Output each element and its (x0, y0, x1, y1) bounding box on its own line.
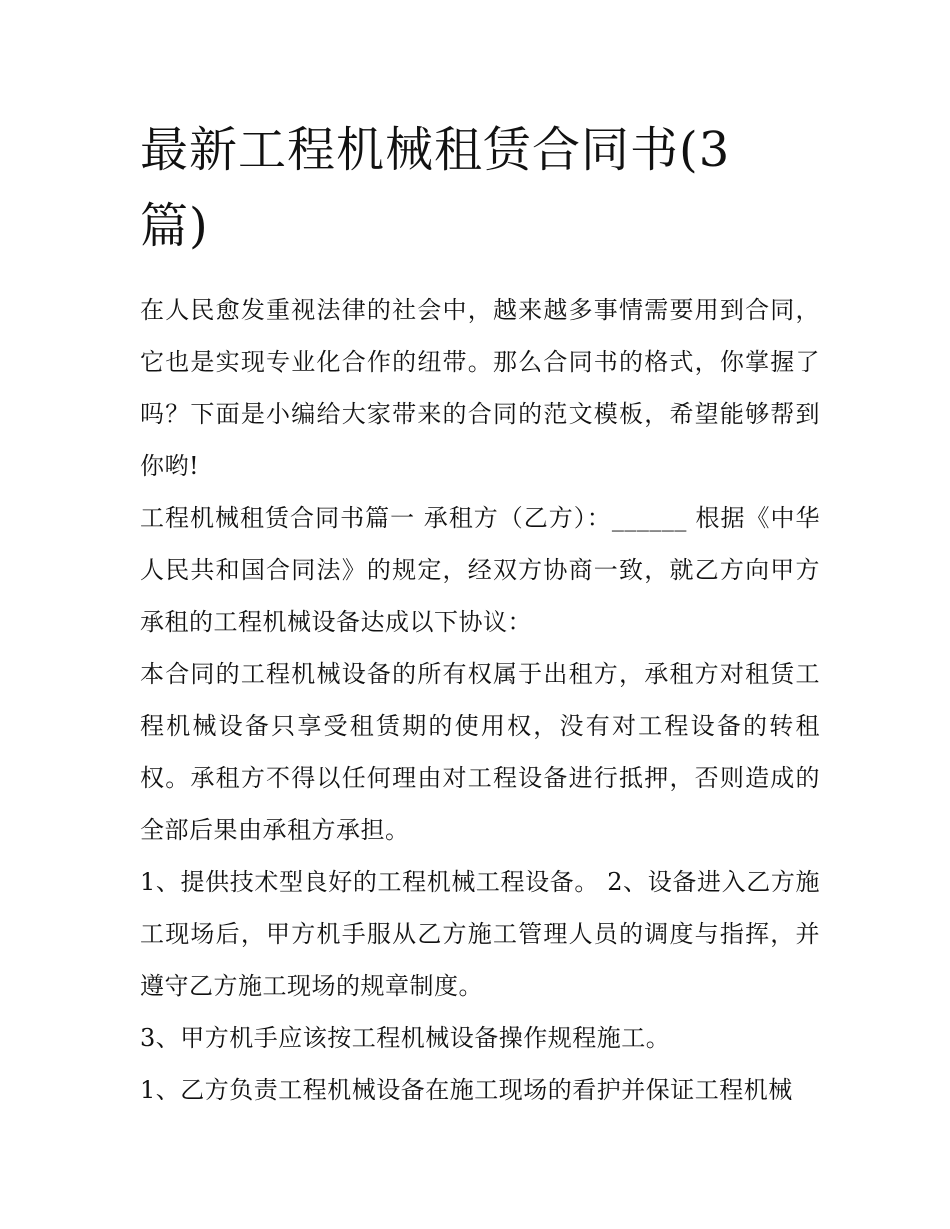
paragraph-intro: 在人民愈发重视法律的社会中，越来越多事情需要用到合同，它也是实现专业化合作的纽带。那么合同书的格式，你掌握了吗？下面是小编给大家带来的合同的范文模板，希望能够帮到你哟! (140, 296, 820, 480)
paragraph-lessee-duties-1: 1、乙方负责工程机械设备在施工现场的看护并保证工程机械 (140, 1076, 793, 1104)
paragraph-lessor-duties-1-2: 1、提供技术型良好的工程机械工程设备。 2、设备进入乙方施工现场后，甲方机手服从乙方施工管理人员的调度与指挥，并遵守乙方施工现场的规章制度。 (140, 868, 820, 1000)
document-page (140, 112, 820, 1116)
paragraph-lessor-duties-3: 3、甲方机手应该按工程机械设备操作规程施工。 (140, 1024, 671, 1052)
paragraph-contract-parties: 工程机械租赁合同书篇一 承租方（乙方）：______ 根据《中华人民共和国合同法》的规定，经双方协商一致，就乙方向甲方承租的工程机械设备达成以下协议： (140, 504, 820, 636)
paragraph-ownership: 本合同的工程机械设备的所有权属于出租方，承租方对租赁工程机械设备只享受租赁期的使用权，没有对工程设备的转租权。承租方不得以任何理由对工程设备进行抵押，否则造成的全部后果由承租方承担。 (140, 660, 820, 844)
document-title: 最新工程机械租赁合同书(3篇) (140, 122, 731, 254)
